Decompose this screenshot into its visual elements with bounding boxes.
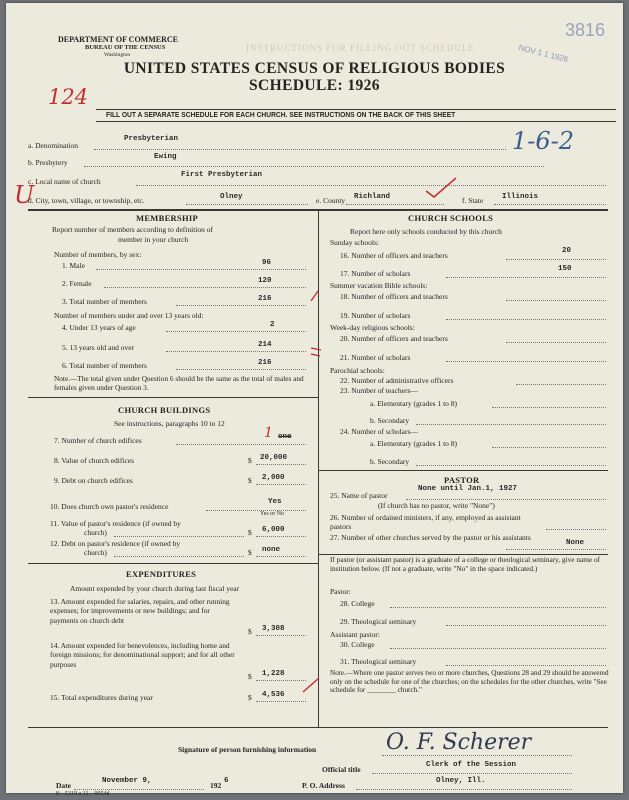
q9-dollar: $ <box>248 476 252 485</box>
date-value: November 9, <box>102 777 152 785</box>
buildings-rule <box>28 397 318 398</box>
membership-intro-1: Report number of members according to definition of <box>52 225 213 234</box>
q13-dollar: $ <box>248 627 252 636</box>
q8-label: 8. Value of church edifices <box>54 456 135 465</box>
vacation-label: Summer vacation Bible schools: <box>330 281 428 290</box>
pastor-label: Pastor: <box>330 587 351 596</box>
q5-label: 5. 13 years old and over <box>62 343 135 352</box>
q26-label: 26. Number of ordained ministers, if any, employed as assistant pastors <box>330 513 521 531</box>
title-value: Clerk of the Session <box>426 761 517 769</box>
po-value: Olney, Ill. <box>436 777 486 785</box>
q7-label: 7. Number of church edifices <box>54 436 142 445</box>
q24-label: 24. Number of scholars— <box>340 427 418 436</box>
county-value: Richland <box>354 193 391 201</box>
q11-label: 11. Value of pastor's residence (if owned by <box>50 519 181 528</box>
date-label: Date <box>56 781 71 790</box>
stamp-number: 3816 <box>565 20 606 40</box>
graduate-note: If pastor (or assistant pastor) is a graduate of a college or theological seminary, give name of institution below. (If not a graduate, write "No" in the space indicated.) <box>330 555 601 573</box>
q23a-label: a. Elementary (grades 1 to 8) <box>370 399 458 408</box>
q6-value: 216 <box>258 359 272 367</box>
q12-label: 12. Debt on pastor's residence (if owned by <box>50 539 181 548</box>
q17-label: 17. Number of scholars <box>340 269 411 278</box>
q11-dollar: $ <box>248 528 252 537</box>
q15-check-mark <box>301 674 323 696</box>
q24b-label: b. Secondary <box>370 457 410 466</box>
q16-value: 20 <box>562 247 572 255</box>
instruction-line: FILL OUT A SEPARATE SCHEDULE FOR EACH CHURCH. SEE INSTRUCTIONS ON THE BACK OF THIS SHEET <box>106 110 456 119</box>
presbytery-label: b. Presbytery <box>28 158 68 167</box>
q12-value: none <box>262 546 281 554</box>
q18-label: 18. Number of officers and teachers <box>340 292 448 301</box>
q15-dollar: $ <box>248 693 252 702</box>
denomination-label: a. Denomination <box>28 141 78 150</box>
bureau-city: Washington <box>104 52 131 58</box>
q31-label: 31. Theological seminary <box>340 657 417 666</box>
q22-label: 22. Number of administrative officers <box>340 376 454 385</box>
buildings-heading: CHURCH BUILDINGS <box>118 405 211 415</box>
department-name: DEPARTMENT OF COMMERCE <box>58 35 179 44</box>
q17-value: 150 <box>558 265 572 273</box>
q23b-label: b. Secondary <box>370 416 410 425</box>
q12-dollar: $ <box>248 548 252 557</box>
bureau-name: BUREAU OF THE CENSUS <box>85 44 166 51</box>
header-rule-2 <box>96 121 616 122</box>
q11-label-2: church) <box>84 528 107 537</box>
asst-label: Assistant pastor: <box>330 630 380 639</box>
q3-label: 3. Total number of members <box>62 297 147 306</box>
local-name-label: c. Local name of church <box>28 177 101 186</box>
q14-value: 1,228 <box>262 670 285 678</box>
q25-value: None until Jan.1, 1927 <box>418 485 518 493</box>
handwritten-number: 124 <box>48 85 89 109</box>
weekday-label: Week-day religious schools: <box>330 323 415 332</box>
q10-label: 10. Does church own pastor's residence <box>50 502 169 511</box>
q11-value: 6,000 <box>262 526 285 534</box>
q4-value: 2 <box>270 321 275 329</box>
q8-value: 20,000 <box>260 454 288 462</box>
q4-label: 4. Under 13 years of age <box>62 323 136 332</box>
q6-check-mark <box>309 344 323 360</box>
q2-value: 120 <box>258 277 272 285</box>
parochial-label: Parochial schools: <box>330 366 385 375</box>
schools-intro: Report here only schools conducted by this church <box>350 227 502 236</box>
expenditures-rule <box>28 563 318 564</box>
year-prefix: 192 <box>210 781 222 790</box>
q14-label: 14. Amount expended for benevolences, including home and foreign missions; for denominational support; and for all other purposes <box>50 641 235 669</box>
q1-label: 1. Male <box>62 261 85 270</box>
q15-value: 4,536 <box>262 691 285 699</box>
q16-label: 16. Number of officers and teachers <box>340 251 448 260</box>
expenditures-heading: EXPENDITURES <box>126 569 197 579</box>
q9-value: 2,000 <box>262 474 285 482</box>
handwritten-code: 1-6-2 <box>512 127 575 155</box>
q28-label: 28. College <box>340 599 375 608</box>
presbytery-value: Ewing <box>154 153 177 161</box>
sunday-label: Sunday schools: <box>330 238 379 247</box>
q5-value: 214 <box>258 341 272 349</box>
q25-label: 25. Name of pastor <box>330 491 388 500</box>
signature: O. F. Scherer <box>386 730 532 755</box>
footer-rule <box>28 727 608 728</box>
received-stamp: NOV 1 1 1926 <box>517 43 570 64</box>
margin-mark: U <box>14 181 35 209</box>
bleed-through-text: INSTRUCTIONS FOR FILLING OUT SCHEDULE <box>246 43 475 53</box>
q29-label: 29. Theological seminary <box>340 617 417 626</box>
members-by-sex: Number of members, by sex: <box>54 250 142 259</box>
q24a-label: a. Elementary (grades 1 to 8) <box>370 439 458 448</box>
q2-label: 2. Female <box>62 279 92 288</box>
city-value: Olney <box>220 193 243 201</box>
q12-label-2: church) <box>84 548 107 557</box>
denomination-value: Presbyterian <box>124 135 179 143</box>
q1-value: 96 <box>262 259 272 267</box>
q7-hand-value: 1 <box>264 425 273 441</box>
q21-label: 21. Number of scholars <box>340 353 411 362</box>
q6-label: 6. Total number of members <box>62 361 147 370</box>
year-digit: 6 <box>224 777 229 785</box>
state-label: f. State <box>462 196 484 205</box>
schools-heading: CHURCH SCHOOLS <box>408 213 494 223</box>
q27-label: 27. Number of other churches served by the pastor or his assistants <box>330 533 531 542</box>
po-label: P. O. Address <box>302 781 345 790</box>
signature-label: Signature of person furnishing information <box>178 745 317 754</box>
membership-intro-2: member in your church <box>118 235 189 244</box>
membership-heading: MEMBERSHIP <box>136 213 199 223</box>
q19-label: 19. Number of scholars <box>340 311 411 320</box>
q9-label: 9. Debt on church edifices <box>54 476 133 485</box>
q13-value: 3,308 <box>262 625 285 633</box>
q15-label: 15. Total expenditures during year <box>50 693 153 702</box>
pastor-heading: PASTOR <box>444 475 480 485</box>
city-label: d. City, town, village, or township, etc. <box>28 196 145 205</box>
pastor-rule <box>318 470 608 471</box>
county-label: e. County <box>316 196 346 205</box>
q3-value: 216 <box>258 295 272 303</box>
buildings-intro: See instructions, paragraphs 10 to 12 <box>114 419 225 428</box>
local-name-value: First Presbyterian <box>181 171 263 179</box>
q3-check-mark <box>309 289 321 303</box>
pastor-note: Note.—Where one pastor serves two or more churches, Questions 28 and 29 should be answered only on the schedule for one of the churches; on the schedules for the other churches, write "See schedule for ________ church." <box>330 669 609 695</box>
state-value: Illinois <box>502 193 539 201</box>
form-title: UNITED STATES CENSUS OF RELIGIOUS BODIES <box>123 60 506 77</box>
q20-label: 20. Number of officers and teachers <box>340 334 448 343</box>
form-code: 8—5319 a 11—9054d <box>56 791 110 797</box>
age-intro: Number of members under and over 13 years old: <box>54 311 204 320</box>
schedule-title: SCHEDULE: 1926 <box>249 77 380 94</box>
membership-note: Note.—The total given under Question 6 should be the same as the total of males and females given under Question 3. <box>54 374 304 392</box>
q25-hint: (If church has no pastor, write "None") <box>378 501 495 510</box>
census-schedule-sheet <box>6 3 623 797</box>
q10-value: Yes <box>268 498 282 506</box>
q14-dollar: $ <box>248 672 252 681</box>
q8-dollar: $ <box>248 456 252 465</box>
title-label: Official title <box>322 765 361 774</box>
q7-value: one <box>278 433 292 441</box>
county-check-mark <box>424 175 458 199</box>
q27-value: None <box>566 539 585 547</box>
q13-label: 13. Amount expended for salaries, repairs, and other running expenses; for improvements or new buildings; and for payments on church debt <box>50 597 230 625</box>
q23-label: 23. Number of teachers— <box>340 386 418 395</box>
q30-label: 30. College <box>340 640 375 649</box>
q10-hint: Yes or No <box>260 511 285 517</box>
column-divider <box>318 209 319 727</box>
expenditures-intro: Amount expended by your church during last fiscal year <box>70 584 240 593</box>
